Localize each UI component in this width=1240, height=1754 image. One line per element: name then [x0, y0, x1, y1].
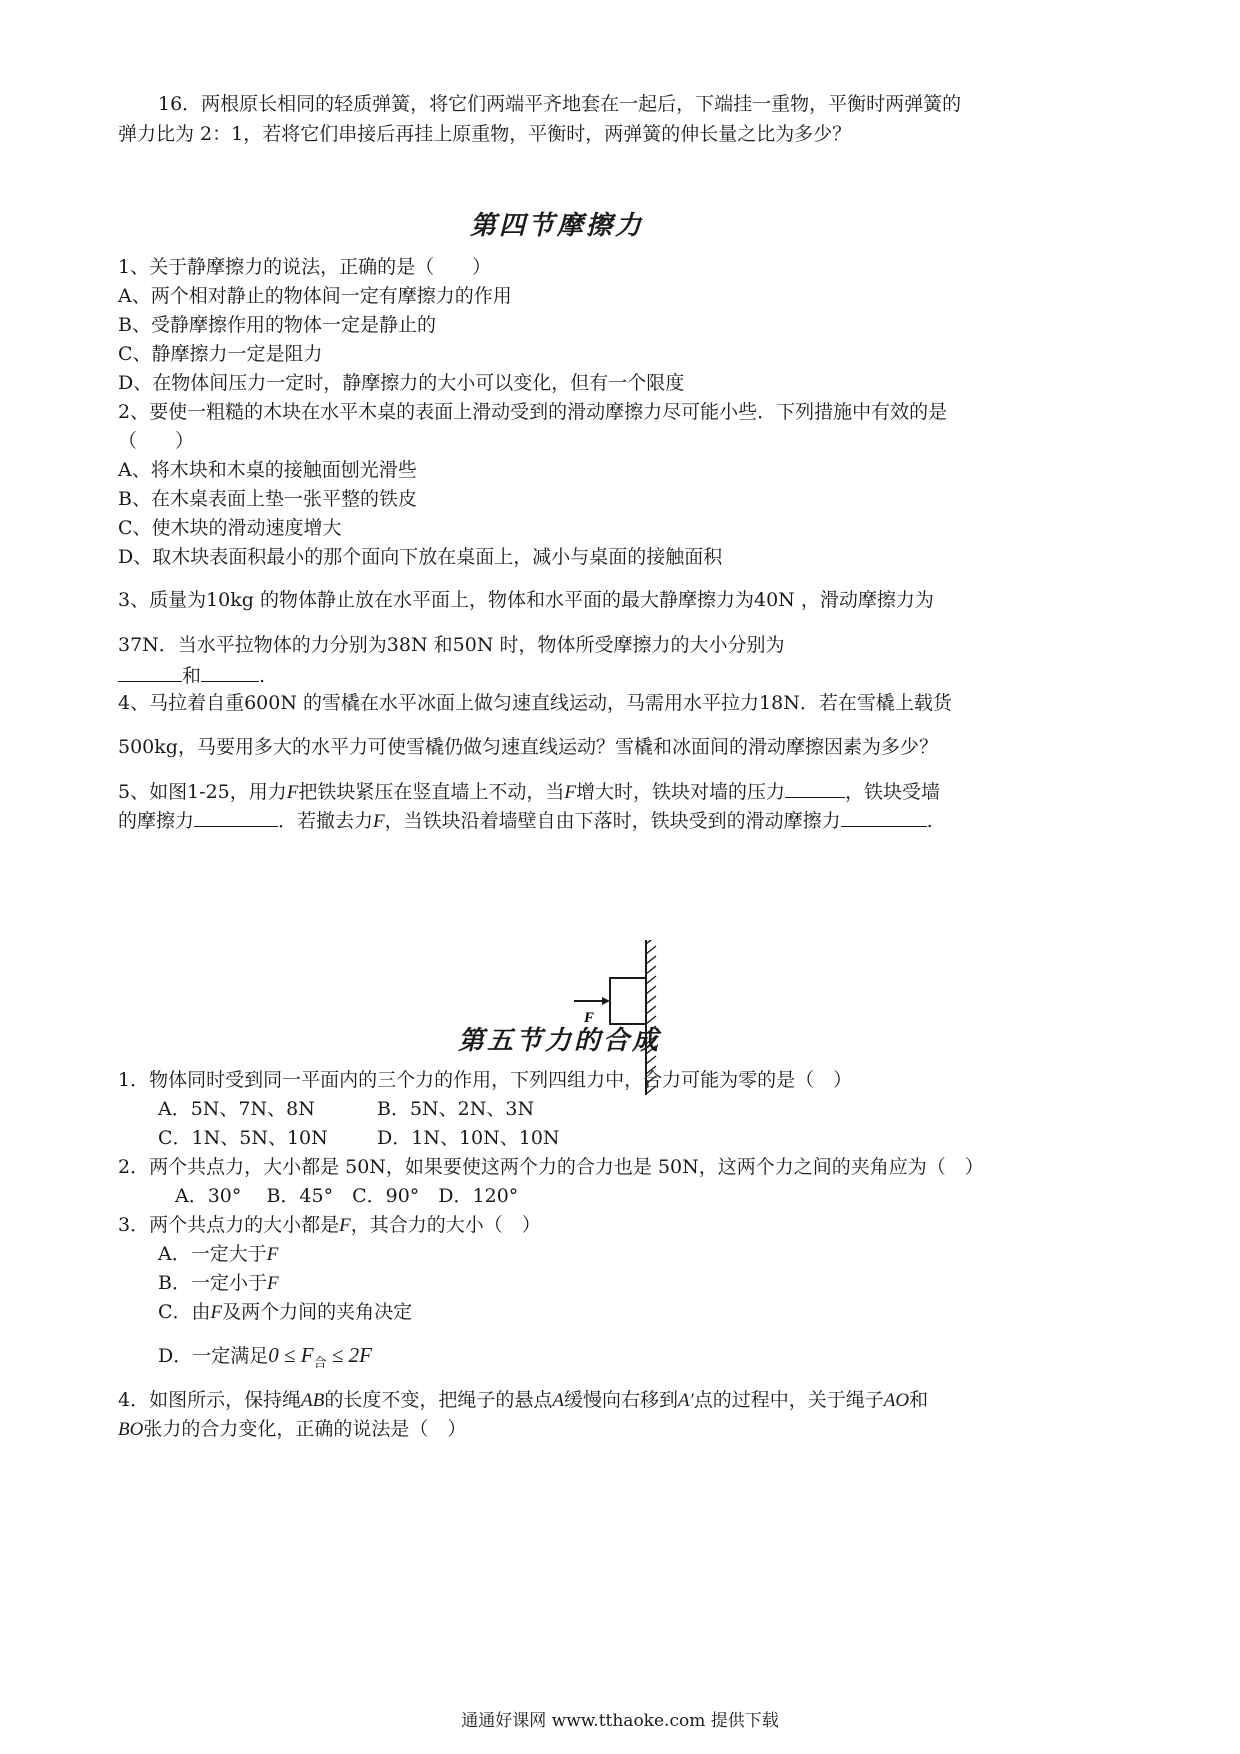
rope-ab: AB — [301, 1390, 325, 1411]
force-symbol: F — [564, 782, 577, 803]
rope-ao: AO — [883, 1390, 910, 1411]
answer-blank — [194, 806, 278, 827]
s5-q3-option-b — [158, 1269, 279, 1298]
s5-q3-text: A．一定大于 — [158, 1243, 267, 1265]
s5-q4-line1 — [118, 1386, 928, 1415]
iron-block — [610, 978, 646, 1024]
s4-q3-end: . — [259, 665, 266, 687]
s4-q4-line2: 500kg，马要用多大的水平力可使雪橇仍做匀速直线运动？雪橇和冰面间的滑动摩擦因素为多少？ — [118, 736, 938, 758]
s4-q5-text: 把铁块紧压在竖直墙上不动，当 — [298, 781, 565, 803]
s5-q3-stem — [118, 1211, 541, 1240]
s4-q3-line2: 37N．当水平拉物体的力分别为38N 和50N 时，物体所受摩擦力的大小分别为 — [118, 634, 785, 656]
s5-q3-option-a — [158, 1240, 278, 1269]
s4-q2-option-c: C、使木块的滑动速度增大 — [118, 517, 342, 539]
s4-q1-option-c: C、静摩擦力一定是阻力 — [118, 343, 323, 365]
s4-q2-option-d: D、取木块表面积最小的那个面向下放在桌面上，减小与桌面的接触面积 — [118, 546, 723, 568]
s5-q4-text: 的长度不变，把绳子的悬点 — [324, 1389, 553, 1411]
s4-q3-and: 和 — [182, 665, 202, 687]
s5-q3-text: B．一定小于 — [158, 1272, 267, 1294]
s5-q3-text: 及两个力间的夹角决定 — [222, 1301, 413, 1323]
s4-q5-text: 5、如图1-25，用力 — [118, 781, 287, 803]
force-symbol: F — [339, 1215, 351, 1236]
s4-q2-option-a: A、将木块和木桌的接触面刨光滑些 — [118, 459, 417, 481]
s5-q4-text: 和 — [909, 1389, 929, 1411]
s5-q4-line2 — [118, 1415, 466, 1444]
rope-bo: BO — [118, 1419, 144, 1440]
section4-title: 第四节摩擦力 — [470, 211, 645, 241]
s4-q2-option-b: B、在木桌表面上垫一张平整的铁皮 — [118, 488, 417, 510]
resultant-subscript: 合 — [313, 1355, 327, 1371]
s5-q1-stem: 1．物体同时受到同一平面内的三个力的作用，下列四组力中，合力可能为零的是（ ） — [118, 1069, 853, 1091]
force-symbol: F — [373, 811, 385, 832]
s4-q5-text: ，当铁块沿着墙壁自由下落时，铁块受到的滑动摩擦力 — [384, 810, 841, 832]
force-symbol: F — [286, 782, 299, 803]
inequality-expr: ≤ 2F — [326, 1343, 372, 1367]
s4-q2-stem-line2: （ ） — [118, 430, 195, 452]
s4-q5-text: 的摩擦力 — [118, 810, 195, 832]
s4-q5-line2 — [118, 806, 933, 836]
s5-q1-option-c: C．1N、5N、10N — [158, 1127, 328, 1149]
s4-q3-line1: 3、质量为10kg 的物体静止放在水平面上，物体和水平面的最大静摩擦力为40N ，滑动摩擦力为 — [118, 589, 934, 611]
point-a: A — [552, 1390, 564, 1411]
s4-q1-option-d: D、在物体间压力一定时，静摩擦力的大小可以变化，但有一个限度 — [118, 372, 685, 394]
s4-q5-line1 — [118, 777, 940, 807]
s4-q5-text: . — [926, 810, 933, 832]
s5-q4-text: 4．如图所示，保持绳 — [118, 1389, 302, 1411]
s5-q3-option-c — [158, 1298, 412, 1327]
answer-blank — [201, 661, 259, 682]
s5-q2-stem: 2．两个共点力，大小都是 50N，如果要使这两个力的合力也是 50N，这两个力之间的夹角应为（ ） — [118, 1156, 984, 1178]
s4-q1-stem: 1、关于静摩擦力的说法，正确的是（ ） — [118, 256, 492, 278]
s5-q1-option-a: A．5N、7N、8N — [158, 1098, 315, 1120]
q16-line1: 16．两根原长相同的轻质弹簧，将它们两端平齐地套在一起后，下端挂一重物，平衡时两弹簧的 — [158, 93, 962, 115]
s4-q1-option-b: B、受静摩擦作用的物体一定是静止的 — [118, 314, 436, 336]
s5-q3-text: ，其合力的大小（ ） — [350, 1214, 541, 1236]
s5-q2-options: A．30° B．45° C．90° D．120° — [175, 1185, 519, 1207]
answer-blank — [785, 777, 845, 798]
figure-force-label: F — [584, 1010, 595, 1026]
s4-q5-text: ，铁块受墙 — [845, 781, 941, 803]
force-symbol: F — [210, 1302, 223, 1323]
arrow-head-icon — [602, 997, 610, 1005]
s5-q4-text: 缓慢向右移到 — [563, 1389, 678, 1411]
s5-q4-text: 点的过程中，关于绳子 — [693, 1389, 884, 1411]
inequality-expr: 0 ≤ F — [268, 1343, 314, 1367]
s5-q1-option-b: B．5N、2N、3N — [377, 1098, 535, 1120]
s4-q4-line1: 4、马拉着自重600N 的雪橇在水平冰面上做匀速直线运动，马需用水平拉力18N．若在雪橇上载货 — [118, 692, 952, 714]
s5-q4-text: 张力的合力变化，正确的说法是（ ） — [143, 1418, 467, 1440]
footer-source: 通通好课网 www.tthaoke.com 提供下载 — [461, 1711, 779, 1731]
answer-blank — [118, 661, 182, 682]
s5-q1-option-d: D．1N、10N、10N — [377, 1127, 560, 1149]
section5-title: 第五节力的合成 — [458, 1026, 662, 1056]
q16-line2: 弹力比为 2：1，若将它们串接后再挂上原重物，平衡时，两弹簧的伸长量之比为多少？ — [118, 123, 852, 145]
s4-q5-text: 增大时，铁块对墙的压力 — [576, 781, 786, 803]
s5-q3-text: D．一定满足 — [158, 1345, 269, 1367]
force-symbol: F — [266, 1244, 279, 1265]
force-symbol: F — [266, 1273, 279, 1294]
s4-q1-option-a: A、两个相对静止的物体间一定有摩擦力的作用 — [118, 285, 512, 307]
s5-q3-text: C．由 — [158, 1301, 211, 1323]
s4-q3-line3 — [118, 661, 265, 690]
s4-q2-stem-line1: 2、要使一粗糙的木块在水平木桌的表面上滑动受到的滑动摩擦力尽可能小些．下列措施中有效的是 — [118, 401, 948, 423]
answer-blank — [841, 806, 927, 827]
s5-q3-text: 3．两个共点力的大小都是 — [118, 1214, 340, 1236]
s4-q5-text: ．若撤去力 — [278, 810, 374, 832]
s5-q3-option-d — [158, 1341, 372, 1378]
point-a-prime: A′ — [677, 1390, 694, 1411]
